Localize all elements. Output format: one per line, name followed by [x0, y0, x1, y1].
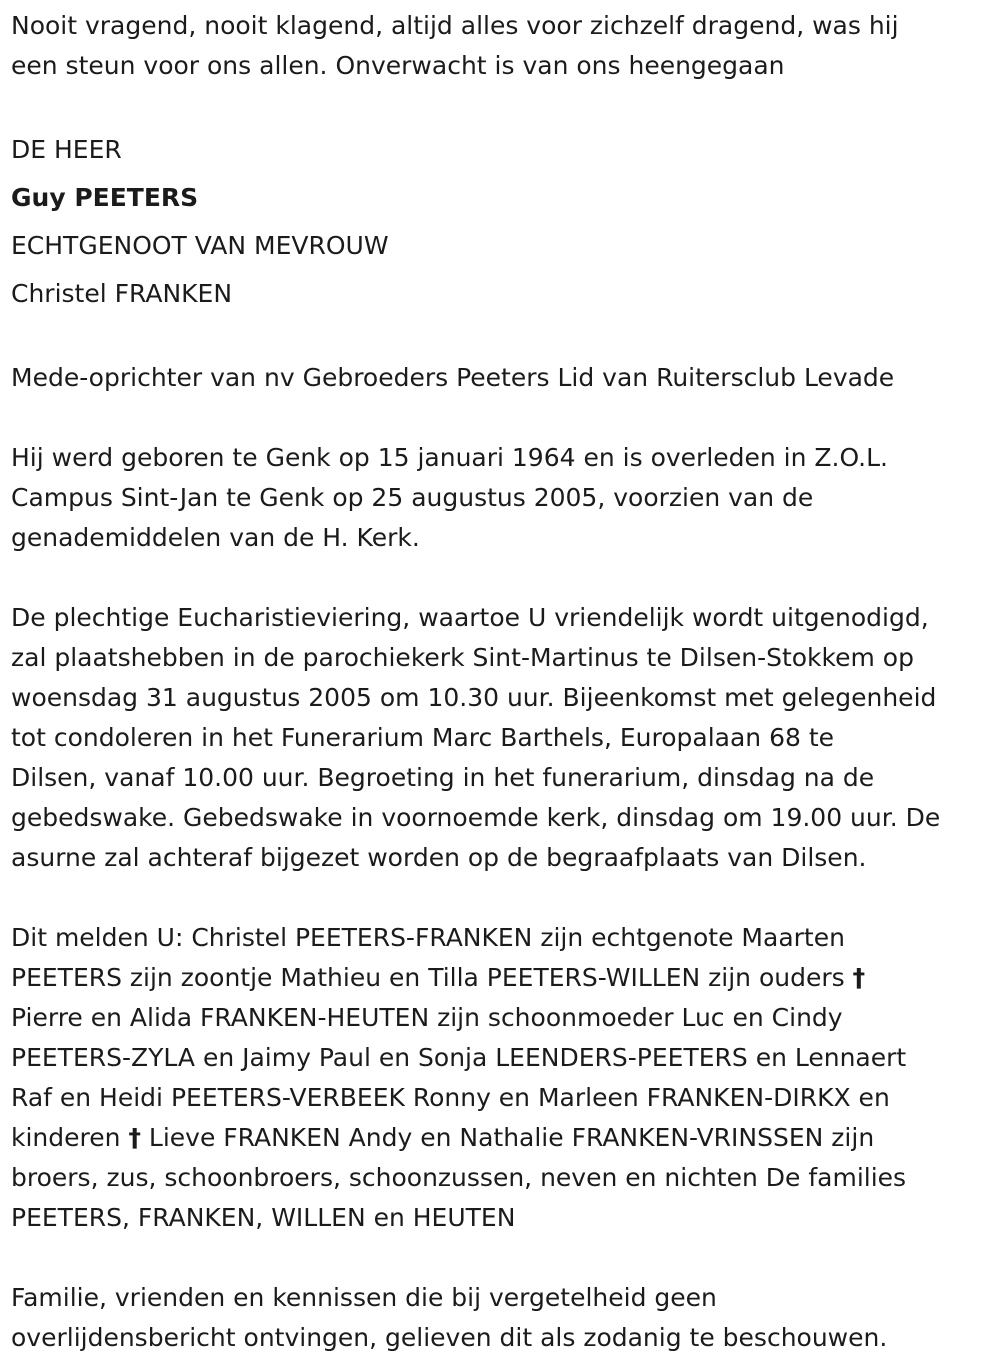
cross-icon: † — [852, 963, 866, 992]
closing-paragraph — [11, 1278, 996, 1358]
family-line — [11, 958, 996, 998]
closing-line: overlijdensbericht ontvingen, gelieven dit als zodanig te beschouwen. — [11, 1323, 888, 1352]
intro-line: een steun voor ons allen. Onverwacht is van ons heengegaan — [11, 51, 785, 80]
spouse-name: Christel FRANKEN — [11, 279, 233, 308]
ceremony-line: gebedswake. Gebedswake in voornoemde kerk, dinsdag om 19.00 uur. De — [11, 803, 941, 832]
birth-death-line: Campus Sint-Jan te Genk op 25 augustus 2005, voorzien van de — [11, 483, 814, 512]
family-paragraph — [11, 918, 996, 1238]
family-line: PEETERS-ZYLA en Jaimy Paul en Sonja LEENDERS-PEETERS en Lennaert — [11, 1043, 907, 1072]
spacer — [11, 878, 996, 918]
family-line: Pierre en Alida FRANKEN-HEUTEN zijn schoonmoeder Luc en Cindy — [11, 1003, 843, 1032]
ceremony-line: De plechtige Eucharistieviering, waartoe U vriendelijk wordt uitgenodigd, — [11, 603, 929, 632]
honorific-title: DE HEER — [11, 135, 122, 164]
closing-line: Familie, vrienden en kennissen die bij vergetelheid geen — [11, 1283, 717, 1312]
spacer — [11, 318, 996, 358]
deceased-header — [11, 126, 996, 318]
family-line-text: PEETERS zijn zoontje Mathieu en Tilla PEETERS-WILLEN zijn ouders — [11, 963, 845, 992]
family-line — [11, 1118, 996, 1158]
ceremony-line: asurne zal achteraf bijgezet worden op de begraafplaats van Dilsen. — [11, 843, 867, 872]
cross-icon: † — [128, 1123, 141, 1152]
ceremony-line: woensdag 31 augustus 2005 om 10.30 uur. Bijeenkomst met gelegenheid — [11, 683, 937, 712]
family-line-text: Lieve FRANKEN Andy en Nathalie FRANKEN-VRINSSEN zijn — [148, 1123, 875, 1152]
ceremony-line: Dilsen, vanaf 10.00 uur. Begroeting in het funerarium, dinsdag na de — [11, 763, 875, 792]
deceased-name: Guy PEETERS — [11, 183, 199, 212]
birth-death-paragraph — [11, 438, 996, 558]
spacer — [11, 1238, 996, 1278]
spacer — [11, 558, 996, 598]
ceremony-paragraph — [11, 598, 996, 878]
obituary-document — [11, 6, 996, 1358]
ceremony-line: zal plaatshebben in de parochiekerk Sint-Martinus te Dilsen-Stokkem op — [11, 643, 914, 672]
spacer — [11, 398, 996, 438]
family-line: PEETERS, FRANKEN, WILLEN en HEUTEN — [11, 1203, 516, 1232]
family-line: broers, zus, schoonbroers, schoonzussen, neven en nichten De families — [11, 1163, 907, 1192]
birth-death-line: Hij werd geboren te Genk op 15 januari 1964 en is overleden in Z.O.L. — [11, 443, 888, 472]
role-line: Mede-oprichter van nv Gebroeders Peeters Lid van Ruitersclub Levade — [11, 363, 895, 392]
intro-line: Nooit vragend, nooit klagend, altijd alles voor zichzelf dragend, was hij — [11, 11, 899, 40]
ceremony-line: tot condoleren in het Funerarium Marc Barthels, Europalaan 68 te — [11, 723, 835, 752]
role-paragraph — [11, 358, 996, 398]
birth-death-line: genademiddelen van de H. Kerk. — [11, 523, 420, 552]
family-line: Dit melden U: Christel PEETERS-FRANKEN zijn echtgenote Maarten — [11, 923, 845, 952]
family-line: Raf en Heidi PEETERS-VERBEEK Ronny en Marleen FRANKEN-DIRKX en — [11, 1083, 890, 1112]
relation-label: ECHTGENOOT VAN MEVROUW — [11, 231, 389, 260]
spacer — [11, 86, 996, 126]
family-line-text: kinderen — [11, 1123, 121, 1152]
intro-paragraph — [11, 6, 996, 86]
